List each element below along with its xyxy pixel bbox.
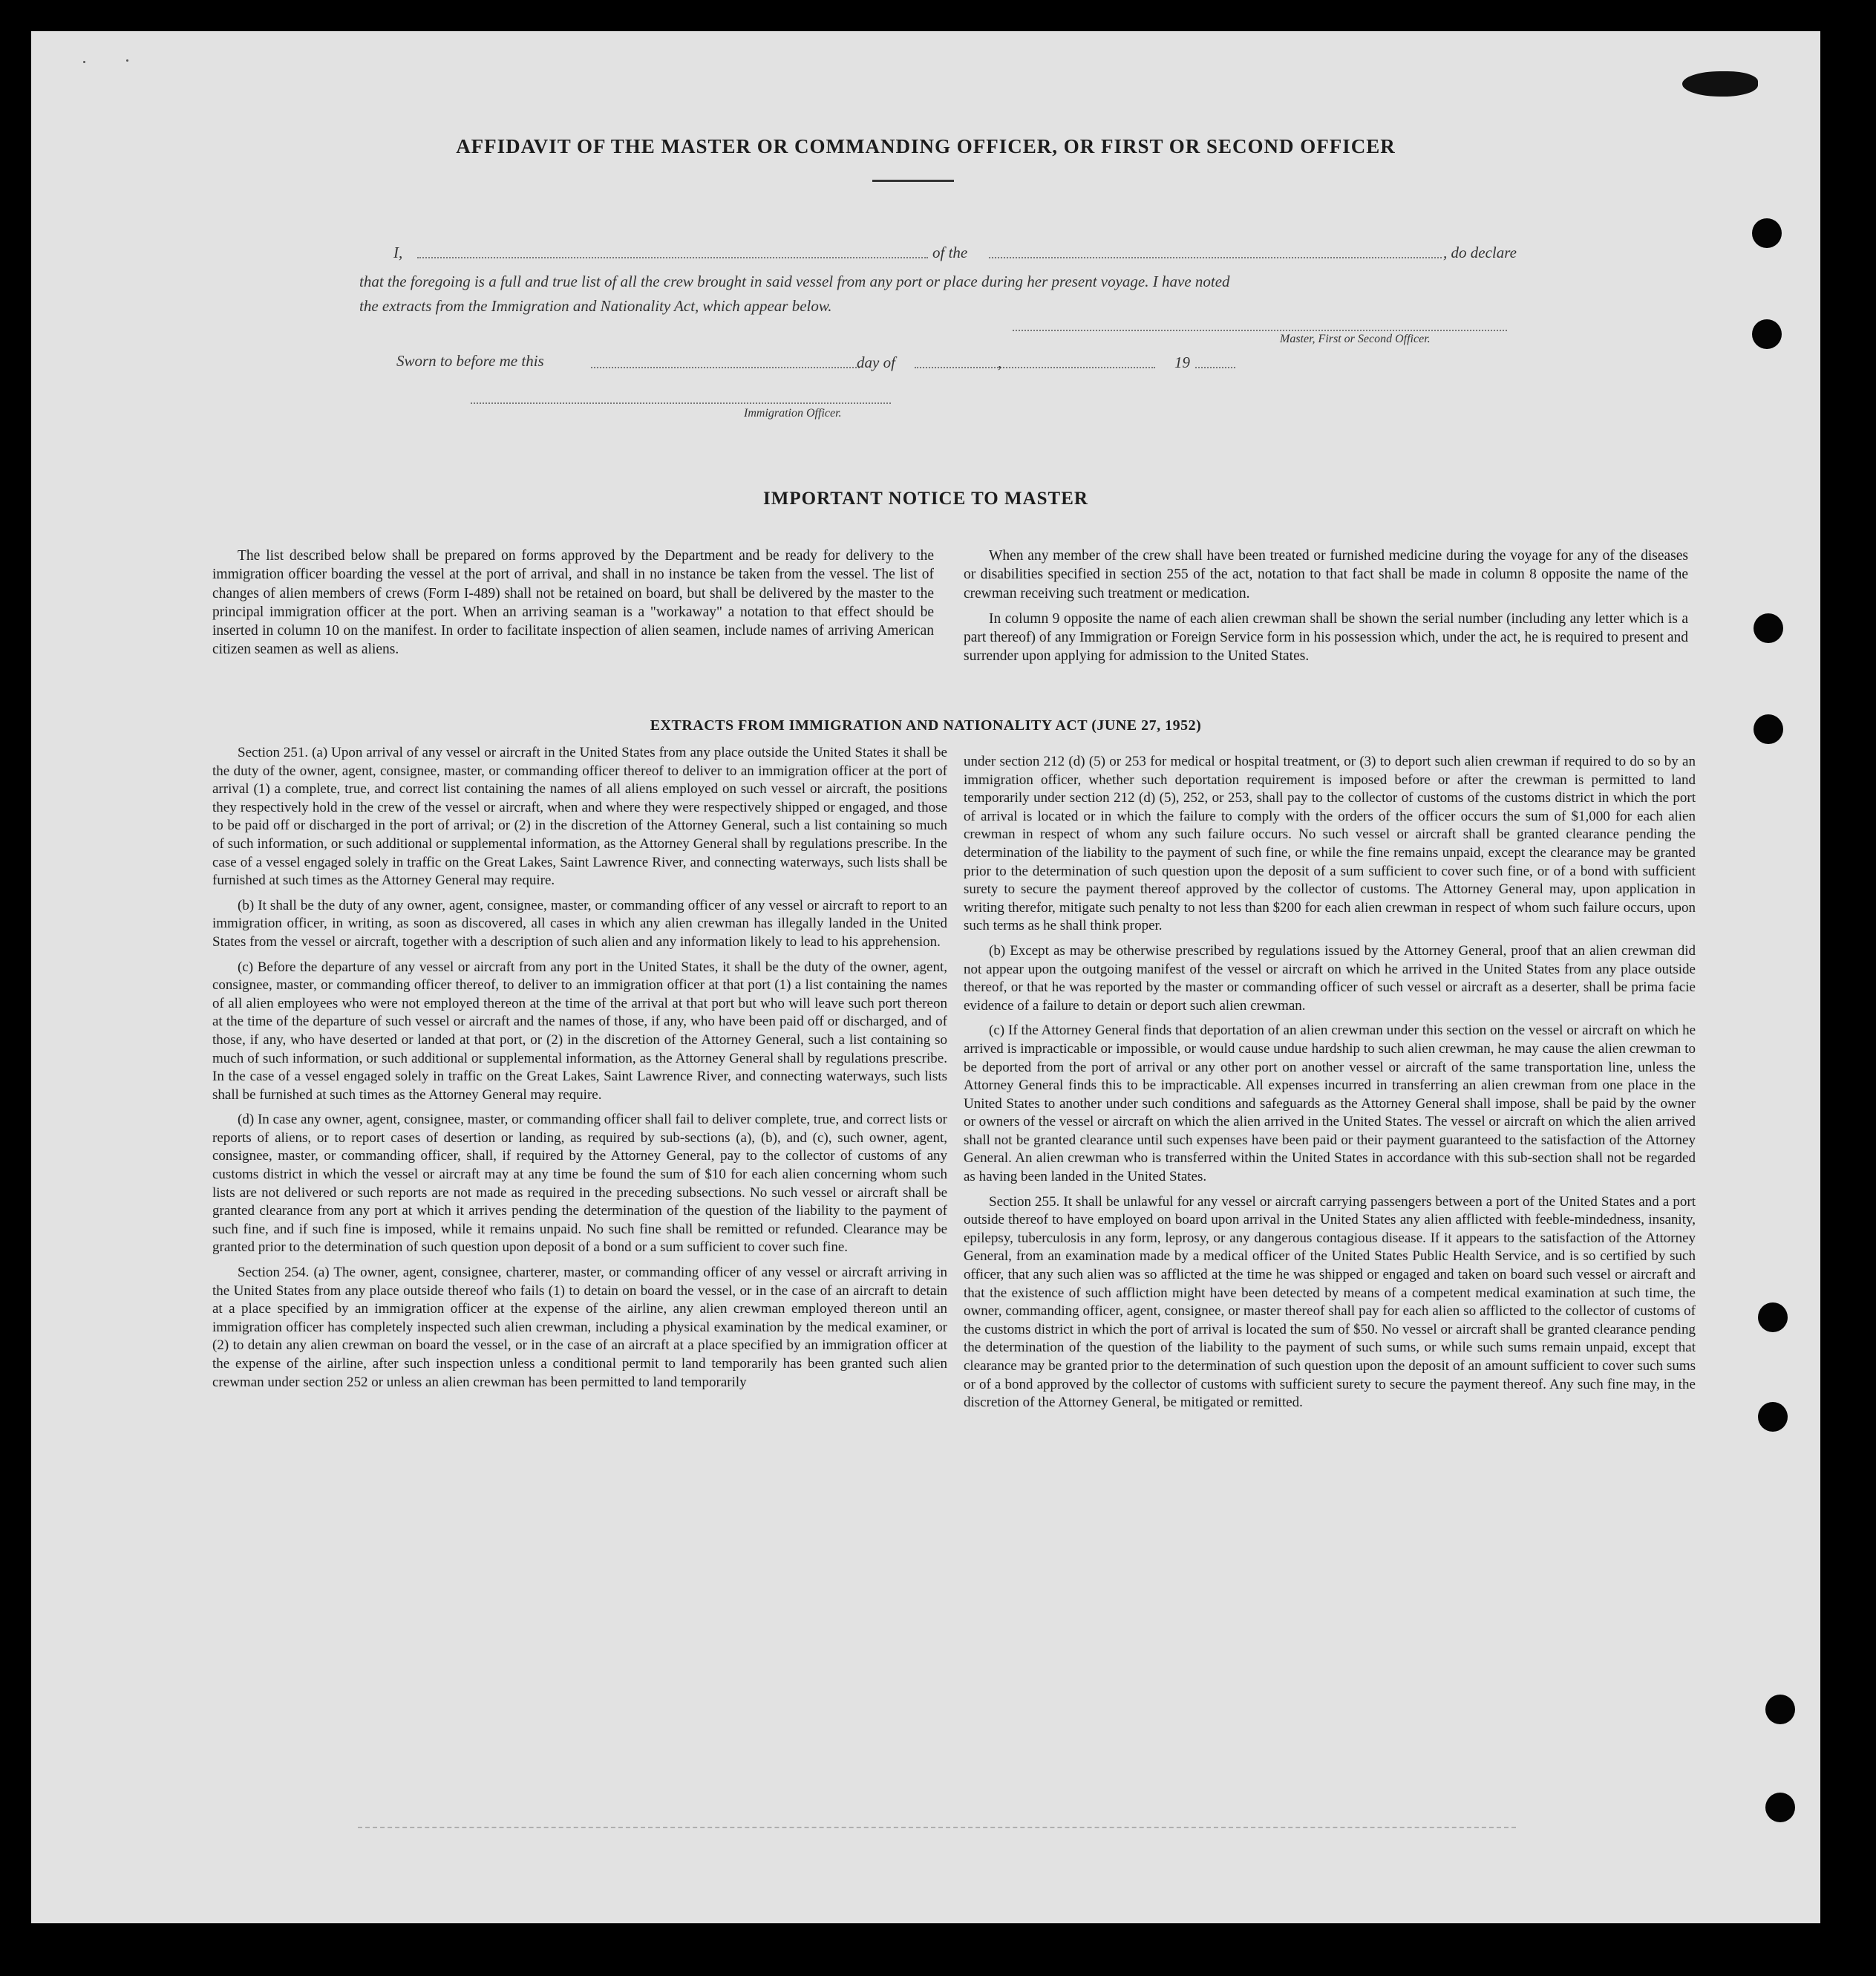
section-paragraph: (b) It shall be the duty of any owner, agent, consignee, master, or commanding officer of any vessel or aircraft to report to an immigration officer, in writing, as soon as discovered, all cases in which any alien crewman has illegally landed in the United States from the vessel or aircraft, together with a description of such alien and any information likely to lead to his apprehension. (212, 897, 947, 950)
section-paragraph: Section 255. It shall be unlawful for any vessel or aircraft carrying passengers between a port of the United States and a port outside thereof to have employed on board upon arrival in the United States any alien afflicted with feeble-mindedness, insanity, epilepsy, tuberculosis in any form, leprosy, or any dangerous contagious disease. If it appears to the satisfaction of the Attorney General, from an examination made by a medical officer of the United States Public Health Service, and is so certified by such officer, that any such alien was so afflicted at the time he was shipped or engaged and taken on board such vessel or aircraft and that the existence of such affliction might have been detected by means of a competent medical examination at such time, the owner, commanding officer, agent, consignee, or master thereof shall pay for each alien so afflicted to the collector of customs of the customs district in which the port of arrival is located the sum of $50. No vessel or aircraft shall be granted clearance pending the determination of the question of the liability to the payment of such sums, or while such sums remain unpaid, except that clearance may be granted prior to the determination of such question upon the deposit of an amount sufficient to cover such sums or of a bond approved by the collector of customs with sufficient surety to secure the payment thereof. Any such fine may, in the discretion of the Attorney General, be mitigated or remitted. (964, 1193, 1696, 1411)
punch-hole (1758, 1402, 1788, 1432)
vessel-blank (989, 257, 1442, 258)
sworn-day-blank (591, 367, 860, 368)
notice-paragraph: The list described below shall be prepared on forms approved by the Department and be ready for delivery to the immigration officer boarding the vessel at the port of arrival, and shall in no instance be taken from the vessel. The list of changes of alien members of crews (Form I-489) shall not be retained on board, but shall be delivered by the master to the principal immigration officer at the port. When an arriving seaman is a "workaway" a notation to that effect should be inserted in column 10 on the manifest. In order to facilitate inspection of alien seamen, include names of arriving American citizen seamen as well as aliens. (212, 548, 934, 658)
punch-hole (1754, 613, 1783, 643)
affidavit-line-2: that the foregoing is a full and true list of all the crew brought in said vessel from any port or place during her present voyage. I have noted (359, 273, 1230, 290)
year-prefix: 19 (1174, 353, 1190, 371)
notice-paragraph: When any member of the crew shall have been treated or furnished medicine during the voyage for any of the diseases or disabilities specified in section 255 of the act, notation to that fact shall be made in column 8 opposite the name of the crewman receiving such treatment or medication. (964, 548, 1688, 601)
affidavit-i: I, (393, 244, 403, 261)
officer-caption: Immigration Officer. (744, 407, 842, 420)
day-of-label: day of (857, 353, 895, 371)
affidavit-line-3: the extracts from the Immigration and Nationality Act, which appear below. (359, 297, 832, 315)
affidavit-of-the: of the (932, 244, 968, 261)
section-paragraph: (c) Before the departure of any vessel or aircraft from any port in the United States, it shall be the duty of the owner, agent, consignee, master, or commanding officer thereof, to deliver to an immigration officer at that port (1) a list containing the names of all alien employees who were not employed thereon at the time of the arrival at that port but who will leave such port thereon at the time of the departure of such vessel or aircraft and the names of those, if any, who have been paid off or discharged, and of those, if any, who have deserted or landed at that port, or (2) in the discretion of the Attorney General, such a list containing so much of such information, or such additional or supplemental information, as the Attorney General shall by regulations prescribe. In the case of a vessel engaged solely in traffic on the Great Lakes, Saint Lawrence River, and connecting waterways, such lists shall be furnished at such times as the Attorney General may require. (212, 959, 947, 1103)
name-blank (417, 257, 928, 258)
punch-hole (1758, 1302, 1788, 1332)
section-paragraph: under section 212 (d) (5) or 253 for medical or hospital treatment, or (3) to deport such alien crewman if required to do so by an immigration officer, whether such deportation requirement is imposed before or after the crewman is permitted to land temporarily under section 212 (d) (5), 252, or 253, shall pay to the collector of customs of the customs district in which the port of arrival is located or in which the failure to comply with the orders of the officer occurs the sum of $1,000 for each alien crewman in respect of whom any such failure occurs. No such vessel or aircraft shall be granted clearance pending the determination of the liability to the payment of such fine, or while the fine remains unpaid, except the clearance may be granted prior to the determination of such question upon the deposit of a sum sufficient to cover such fine, or of a bond with sufficient surety to secure the payment thereof approved by the collector of customs. The Attorney General may, upon application in writing therefor, mitigate such penalty to not less than $200 for each alien crewman in respect of whom such failure occurs, upon such terms as he shall think proper. (964, 754, 1696, 934)
sworn-label: Sworn to before me this (396, 352, 544, 370)
notice-paragraph: In column 9 opposite the name of each alien crewman shall be shown the serial number (including any letter which is a part thereof) of any Immigration or Foreign Service form in his possession which, under the act, he is required to present and surrender upon applying for admission to the United States. (964, 610, 1688, 665)
ink-blot (1682, 71, 1758, 97)
notice-right-column (964, 547, 1688, 673)
affidavit-do-declare: , do declare (1443, 244, 1517, 261)
section-paragraph: (b) Except as may be otherwise prescribed by regulations issued by the Attorney General, proof that an alien crewman did not appear upon the outgoing manifest of the vessel or aircraft on which he arrived in the United States from any place outside thereof, or that he was reported by the master or commanding officer of such vessel or aircraft as a deserter, shall be prima facie evidence of a failure to detain or deport such alien crewman. (964, 942, 1696, 1014)
officer-signature-blank (471, 402, 891, 404)
punch-hole (1752, 218, 1782, 248)
date-comma: , (998, 353, 1002, 371)
punch-hole (1765, 1695, 1795, 1724)
section-paragraph: Section 254. (a) The owner, agent, consignee, charterer, master, or commanding officer of any vessel or aircraft arriving in the United States from any place outside thereof who fails (1) to detain on board the vessel, or in the case of an aircraft to detain at a place specified by an immigration officer at the expense of the airline, any alien crewman employed thereon until an immigration officer has completely inspected such alien crewman, including a physical examination by the medical examiner, or (2) to detain any alien crewman on board the vessel, or in the case of an aircraft at a place specified by an immigration officer at the expense of the airline, after such inspection unless a conditional permit to land temporarily has been granted such alien crewman under section 252 or unless an alien crewman has been permitted to land temporarily (212, 1265, 947, 1390)
title-underline (872, 180, 954, 182)
master-signature-blank (1013, 330, 1507, 331)
notice-left-column (212, 547, 934, 666)
extracts-left-column (212, 744, 947, 1398)
affidavit-title: AFFIDAVIT OF THE MASTER OR COMMANDING OFFICER, OR FIRST OR SECOND OFFICER (456, 135, 1396, 157)
speck (126, 59, 128, 62)
month-blank (915, 367, 1155, 368)
document-page (31, 31, 1820, 1923)
punch-hole (1765, 1793, 1795, 1822)
section-paragraph: (c) If the Attorney General finds that deportation of an alien crewman under this section on the vessel or aircraft on which he arrived is impracticable or impossible, or would cause undue hardship to such alien crewman, he may cause the alien crewman to be deported from the port of arrival or any other port on another vessel or aircraft of the same transportation line, unless the Attorney General finds this to be impracticable. All expenses incurred in transferring an alien crewman from one place in the United States to another under such conditions and safeguards as the Attorney General shall impose, shall be paid by the owner or owners of the vessel or aircraft on which the alien arrived in the United States. The vessel or aircraft on which the alien arrived shall not be granted clearance until such expenses have been paid or their payment guaranteed to the satisfaction of the Attorney General. An alien crewman who is transferred within the United States in accordance with this sub-section shall not be regarded as having been landed in the United States. (964, 1023, 1696, 1185)
faint-footer-line (358, 1827, 1516, 1828)
speck (83, 61, 85, 63)
notice-title: IMPORTANT NOTICE TO MASTER (763, 489, 1088, 509)
punch-hole (1754, 714, 1783, 744)
section-paragraph: Section 251. (a) Upon arrival of any vessel or aircraft in the United States from any place outside the United States it shall be the duty of the owner, agent, consignee, master, or commanding officer thereof to deliver to an immigration officer at the port of arrival (1) a complete, true, and correct list containing the names of all aliens employed on such vessel or aircraft, the positions they respectively hold in the crew of the vessel or aircraft, when and where they were respectively shipped or engaged, and those to be paid off or discharged in the port of arrival; or (2) in the discretion of the Attorney General, such a list containing so much of such information, or such additional or supplemental information, as the Attorney General shall by regulations prescribe. In the case of a vessel engaged solely in traffic on the Great Lakes, Saint Lawrence River, and connecting waterways, such lists shall be furnished at such times as the Attorney General may require. (212, 745, 947, 889)
year-blank (1195, 367, 1235, 368)
section-paragraph: (d) In case any owner, agent, consignee, master, or commanding officer shall fail to deliver complete, true, and correct lists or reports of aliens, or to report cases of desertion or landing, as required by sub-sections (a), (b), and (c), such owner, agent, consignee, master, or commanding officer, shall, if required by the Attorney General, pay to the collector of customs of any customs district in which the vessel or aircraft may at any time be found the sum of $10 for each alien concerning whom such lists are not delivered or such reports are not made as required in the preceding subsections. No such vessel or aircraft shall be granted clearance from any port at which it arrives pending the determination of the question of the liability to the payment of such fine, and if such fine is imposed, while it remains unpaid. No such fine shall be remitted or refunded. Clearance may be granted prior to the determination of such question upon deposit of a bond or a sum sufficient to cover such fine. (212, 1112, 947, 1256)
master-caption: Master, First or Second Officer. (1280, 333, 1431, 345)
extracts-right-column (964, 753, 1696, 1419)
punch-hole (1752, 319, 1782, 349)
extracts-title: EXTRACTS FROM IMMIGRATION AND NATIONALITY ACT (JUNE 27, 1952) (650, 717, 1202, 734)
